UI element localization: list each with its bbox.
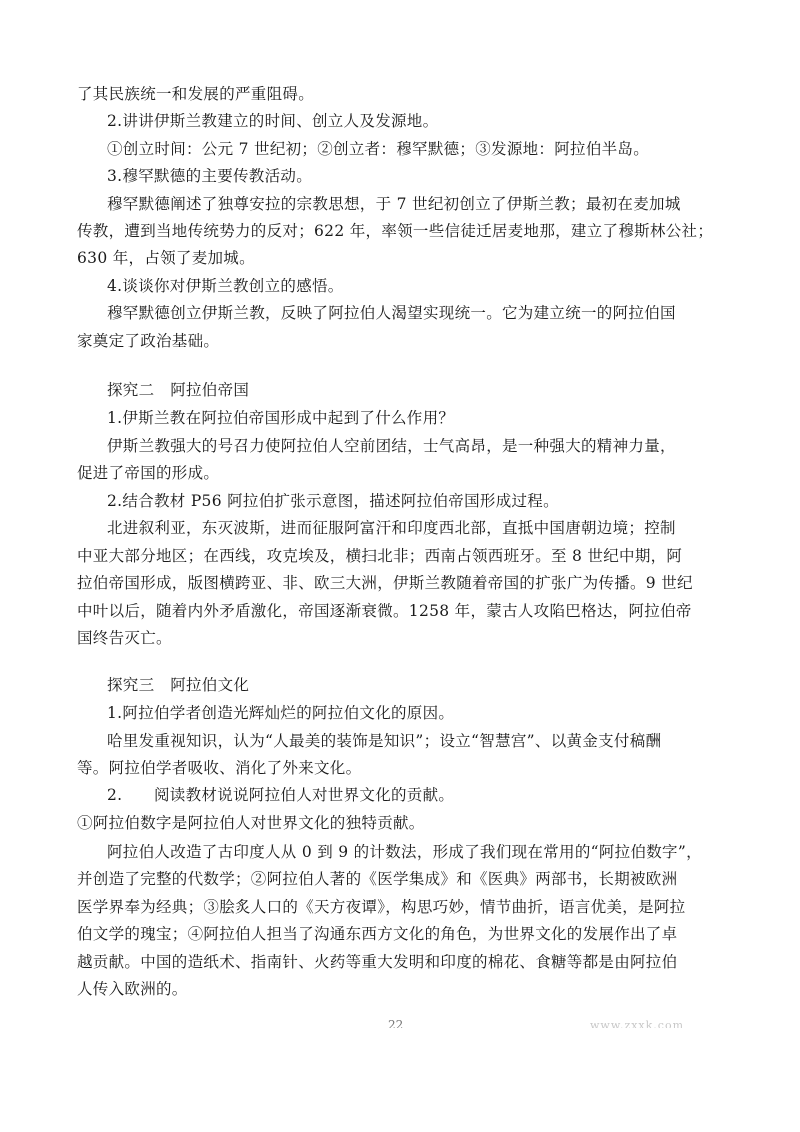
text-line: 伊斯兰教强大的号召力使阿拉伯人空前团结，士气高昂，是一种强大的精神力量， bbox=[107, 437, 676, 455]
text-line: 国终告灭亡。 bbox=[77, 629, 172, 647]
text-line: 拉伯帝国形成，版图横跨亚、非、欧三大洲，伊斯兰教随着帝国的扩张广为传播。9 世纪 bbox=[77, 574, 693, 592]
page-number: 22 bbox=[388, 1018, 404, 1028]
text-line: 家奠定了政治基础。 bbox=[77, 332, 220, 350]
question-line: 2.结合教材 P56 阿拉伯扩张示意图，描述阿拉伯帝国形成过程。 bbox=[107, 492, 559, 510]
text-line: 医学界奉为经典；③脍炙人口的《天方夜谭》，构思巧妙，情节曲折，语言优美，是阿拉 bbox=[77, 898, 686, 916]
text-line: 中叶以后，随着内外矛盾激化，帝国逐渐衰微。1258 年，蒙古人攻陷巴格达，阿拉伯帝 bbox=[77, 602, 692, 620]
text-line: 穆罕默德创立伊斯兰教，反映了阿拉伯人渴望实现统一。它为建立统一的阿拉伯国 bbox=[107, 304, 676, 322]
section-heading: 探究三 阿拉伯文化 bbox=[107, 676, 250, 694]
text-line: 伯文学的瑰宝；④阿拉伯人担当了沟通东西方文化的角色，为世界文化的发展作出了卓 bbox=[77, 925, 678, 943]
question-line: 1.伊斯兰教在阿拉伯帝国形成中起到了什么作用？ bbox=[107, 409, 455, 427]
section-heading: 探究二 阿拉伯帝国 bbox=[107, 381, 250, 399]
question-line: 2. 阅读教材说说阿拉伯人对世界文化的贡献。 bbox=[107, 786, 455, 804]
text-line: 并创造了完整的代数学；②阿拉伯人著的《医学集成》和《医典》两部书，长期被欧洲 bbox=[77, 870, 678, 888]
question-line: 3.穆罕默德的主要传教活动。 bbox=[107, 167, 312, 185]
text-line: 北进叙利亚，东灭波斯，进而征服阿富汗和印度西北部，直抵中国唐朝边境；控制 bbox=[107, 519, 676, 537]
text-line: 人传入欧洲的。 bbox=[77, 980, 188, 998]
text-line: ①阿拉伯数字是阿拉伯人对世界文化的独特贡献。 bbox=[77, 814, 425, 832]
question-line: 4.谈谈你对伊斯兰教创立的感悟。 bbox=[107, 277, 344, 295]
text-line: 等。阿拉伯学者吸收、消化了外来文化。 bbox=[77, 759, 362, 777]
question-line: 1.阿拉伯学者创造光辉灿烂的阿拉伯文化的原因。 bbox=[107, 704, 455, 722]
text-line: 越贡献。中国的造纸术、指南针、火药等重大发明和印度的棉花、食糖等都是由阿拉伯 bbox=[77, 953, 678, 971]
text-line: 促进了帝国的形成。 bbox=[77, 464, 220, 482]
text-line: ①创立时间：公元 7 世纪初；②创立者：穆罕默德；③发源地：阿拉伯半岛。 bbox=[107, 140, 650, 158]
text-line: 穆罕默德阐述了独尊安拉的宗教思想，于 7 世纪初创立了伊斯兰教；最初在麦加城 bbox=[107, 195, 681, 213]
text-line: 630 年，占领了麦加城。 bbox=[77, 249, 255, 267]
text-line: 传教，遭到当地传统势力的反对；622 年，率领一些信徒迁居麦地那，建立了穆斯林公社； bbox=[77, 222, 714, 240]
watermark: www.zxxk.com bbox=[590, 1020, 685, 1028]
text-line: 中亚大部分地区；在西线，攻克埃及，横扫北非；西南占领西班牙。至 8 世纪中期，阿 bbox=[77, 547, 683, 565]
text-line: 阿拉伯人改造了古印度人从 0 到 9 的计数法，形成了我们现在常用的“阿拉伯数字”， bbox=[107, 843, 702, 861]
text-line: 哈里发重视知识，认为“人最美的装饰是知识”；设立“智慧宫”、以黄金支付稿酬 bbox=[107, 732, 662, 750]
text-line: 了其民族统一和发展的严重阻碍。 bbox=[77, 85, 315, 103]
question-line: 2.讲讲伊斯兰教建立的时间、创立人及发源地。 bbox=[107, 112, 439, 130]
